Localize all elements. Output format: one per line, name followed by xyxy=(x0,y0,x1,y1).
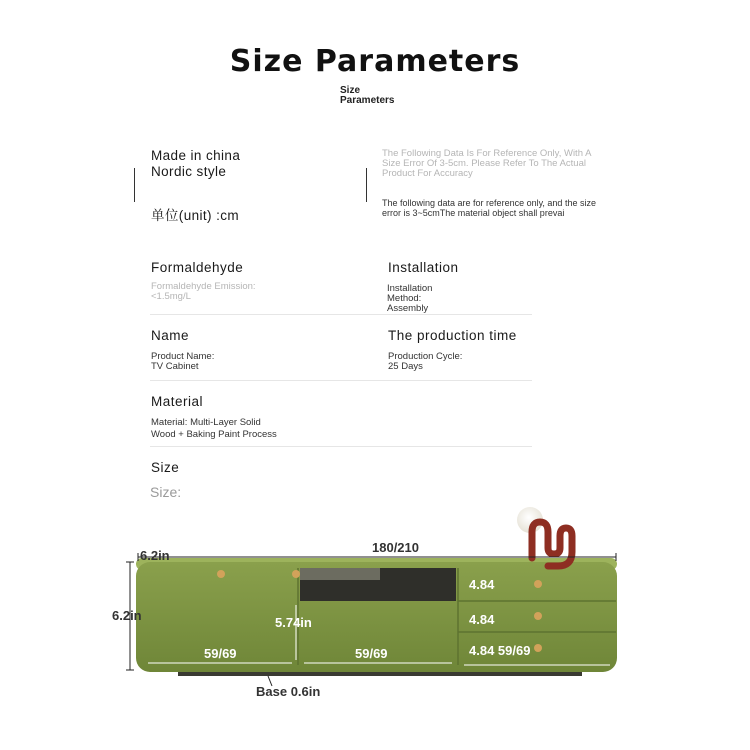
left-width-label: 59/69 xyxy=(204,646,237,661)
knob-drawer-1 xyxy=(534,580,542,588)
subtitle-line-1: Size xyxy=(340,85,361,96)
name-line-2: TV Cabinet xyxy=(151,361,199,372)
shelf-device xyxy=(300,568,380,580)
formaldehyde-line-2: <1.5mg/L xyxy=(151,291,191,302)
faint-note-line-1: The Following Data Is For Reference Only, With A xyxy=(382,148,592,159)
note-line-1: The following data are for reference only, and the size xyxy=(382,198,596,208)
faint-note-line-3: Product For Accuracy xyxy=(382,168,473,179)
production-line-1: Production Cycle: xyxy=(388,351,463,362)
style-label: Nordic style xyxy=(151,164,227,179)
unit-label: 单位(unit) :cm xyxy=(151,208,240,223)
material-title: Material xyxy=(151,394,204,409)
name-title: Name xyxy=(151,328,190,343)
middle-width-label: 59/69 xyxy=(355,646,388,661)
made-in-label: Made in china xyxy=(151,148,241,163)
size-title: Size xyxy=(151,460,180,475)
installation-line-3: Assembly xyxy=(387,303,429,314)
installation-title: Installation xyxy=(388,260,459,275)
formaldehyde-title: Formaldehyde xyxy=(151,260,244,275)
drawer-1-label: 4.84 xyxy=(469,577,495,592)
installation-line-1: Installation xyxy=(387,283,433,294)
depth-label: 6.2in xyxy=(140,548,170,563)
page-title: Size Parameters xyxy=(229,44,521,79)
note-line-2: error is 3~5cmThe material object shall prevai xyxy=(382,208,565,218)
drawer-3-label: 4.84 59/69 xyxy=(469,643,531,658)
material-line-1: Material: Multi-Layer Solid xyxy=(151,417,261,428)
base-label: Base 0.6in xyxy=(256,684,321,699)
faint-note-line-2: Size Error Of 3-5cm. Please Refer To The Actual xyxy=(382,158,586,169)
knob-drawer-3 xyxy=(534,644,542,652)
subtitle-line-2: Parameters xyxy=(340,95,395,106)
height-label: 6.2in xyxy=(112,608,142,623)
total-width-label: 180/210 xyxy=(372,540,419,555)
inner-height-label: 5.74in xyxy=(275,615,312,630)
name-line-1: Product Name: xyxy=(151,351,215,362)
installation-line-2: Method: xyxy=(387,293,422,304)
size-label: Size: xyxy=(150,484,182,500)
material-line-2: Wood + Baking Paint Process xyxy=(151,429,277,440)
knob-drawer-2 xyxy=(534,612,542,620)
production-title: The production time xyxy=(388,328,517,343)
drawer-2-label: 4.84 xyxy=(469,612,495,627)
knob-middle xyxy=(292,570,300,578)
formaldehyde-line-1: Formaldehyde Emission: xyxy=(151,281,256,292)
production-line-2: 25 Days xyxy=(388,361,423,372)
knob-left xyxy=(217,570,225,578)
